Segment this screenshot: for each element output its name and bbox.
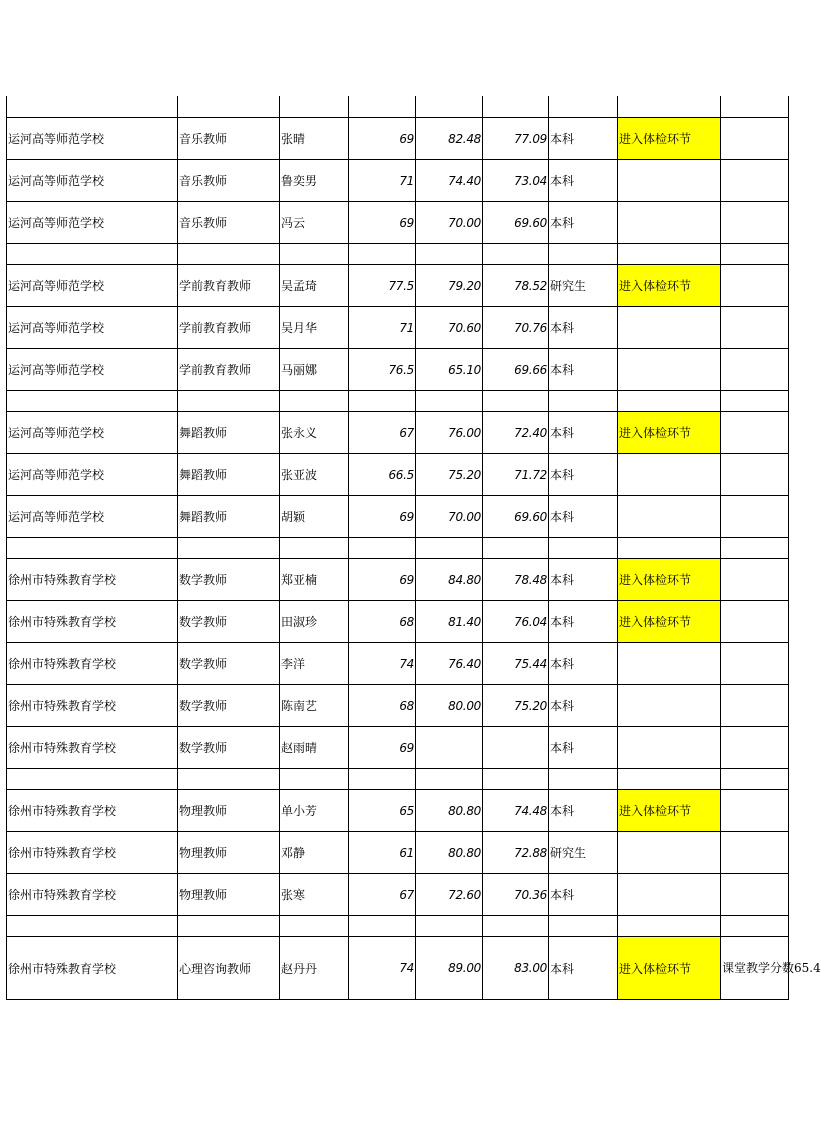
status-cell <box>618 160 721 202</box>
note-cell <box>721 202 789 244</box>
written-score-cell: 69 <box>349 559 416 601</box>
status-cell: 进入体检环节 <box>618 790 721 832</box>
total-score-cell: 71.72 <box>483 454 549 496</box>
school-cell: 运河高等师范学校 <box>7 496 178 538</box>
position-cell: 学前教育教师 <box>178 307 280 349</box>
name-cell: 赵雨晴 <box>280 727 349 769</box>
education-cell: 本科 <box>549 349 618 391</box>
total-score-cell: 78.48 <box>483 559 549 601</box>
written-score-cell: 69 <box>349 496 416 538</box>
status-cell <box>618 349 721 391</box>
interview-score-cell: 70.00 <box>416 496 483 538</box>
school-cell: 运河高等师范学校 <box>7 202 178 244</box>
status-cell: 进入体检环节 <box>618 265 721 307</box>
note-cell <box>721 412 789 454</box>
position-cell: 舞蹈教师 <box>178 454 280 496</box>
total-score-cell <box>483 727 549 769</box>
written-score-cell: 71 <box>349 307 416 349</box>
name-cell: 鲁奕男 <box>280 160 349 202</box>
note-cell <box>721 727 789 769</box>
name-cell: 马丽娜 <box>280 349 349 391</box>
note-cell <box>721 496 789 538</box>
interview-score-cell: 76.40 <box>416 643 483 685</box>
interview-score-cell: 80.80 <box>416 790 483 832</box>
position-cell: 心理咨询教师 <box>178 937 280 1000</box>
status-cell <box>618 454 721 496</box>
name-cell: 单小芳 <box>280 790 349 832</box>
total-score-cell: 76.04 <box>483 601 549 643</box>
position-cell: 数学教师 <box>178 643 280 685</box>
note-cell <box>721 118 789 160</box>
note-cell <box>721 601 789 643</box>
name-cell: 胡颖 <box>280 496 349 538</box>
education-cell: 本科 <box>549 643 618 685</box>
total-score-cell: 74.48 <box>483 790 549 832</box>
name-cell: 吴月华 <box>280 307 349 349</box>
written-score-cell: 61 <box>349 832 416 874</box>
table-row <box>7 307 789 349</box>
separator-row <box>7 244 789 265</box>
written-score-cell: 69 <box>349 202 416 244</box>
education-cell: 本科 <box>549 874 618 916</box>
total-score-cell: 70.76 <box>483 307 549 349</box>
note-cell <box>721 307 789 349</box>
written-score-cell: 68 <box>349 601 416 643</box>
table-row <box>7 412 789 454</box>
name-cell: 邓静 <box>280 832 349 874</box>
school-cell: 徐州市特殊教育学校 <box>7 685 178 727</box>
note-cell: 课堂教学分数65.4 <box>721 937 789 1000</box>
school-cell: 运河高等师范学校 <box>7 118 178 160</box>
written-score-cell: 74 <box>349 643 416 685</box>
name-cell: 陈南艺 <box>280 685 349 727</box>
written-score-cell: 69 <box>349 727 416 769</box>
separator-row <box>7 769 789 790</box>
total-score-cell: 72.88 <box>483 832 549 874</box>
total-score-cell: 69.60 <box>483 496 549 538</box>
interview-score-cell: 70.00 <box>416 202 483 244</box>
written-score-cell: 65 <box>349 790 416 832</box>
status-cell: 进入体检环节 <box>618 412 721 454</box>
interview-score-cell: 89.00 <box>416 937 483 1000</box>
total-score-cell: 78.52 <box>483 265 549 307</box>
table-row <box>7 874 789 916</box>
status-cell: 进入体检环节 <box>618 118 721 160</box>
name-cell: 张晴 <box>280 118 349 160</box>
position-cell: 物理教师 <box>178 832 280 874</box>
status-cell <box>618 202 721 244</box>
school-cell: 徐州市特殊教育学校 <box>7 559 178 601</box>
school-cell: 徐州市特殊教育学校 <box>7 790 178 832</box>
note-cell <box>721 643 789 685</box>
note-cell <box>721 832 789 874</box>
status-cell <box>618 307 721 349</box>
written-score-cell: 66.5 <box>349 454 416 496</box>
table-row <box>7 559 789 601</box>
status-cell: 进入体检环节 <box>618 601 721 643</box>
education-cell: 本科 <box>549 202 618 244</box>
interview-score-cell: 65.10 <box>416 349 483 391</box>
name-cell: 冯云 <box>280 202 349 244</box>
position-cell: 数学教师 <box>178 559 280 601</box>
table-row <box>7 601 789 643</box>
table-row <box>7 790 789 832</box>
position-cell: 舞蹈教师 <box>178 496 280 538</box>
interview-score-cell <box>416 727 483 769</box>
position-cell: 音乐教师 <box>178 160 280 202</box>
table-row <box>7 496 789 538</box>
table-row <box>7 265 789 307</box>
school-cell: 徐州市特殊教育学校 <box>7 874 178 916</box>
position-cell: 舞蹈教师 <box>178 412 280 454</box>
total-score-cell: 73.04 <box>483 160 549 202</box>
education-cell: 本科 <box>549 937 618 1000</box>
education-cell: 研究生 <box>549 832 618 874</box>
note-cell <box>721 559 789 601</box>
total-score-cell: 75.44 <box>483 643 549 685</box>
education-cell: 研究生 <box>549 265 618 307</box>
total-score-cell: 75.20 <box>483 685 549 727</box>
education-cell: 本科 <box>549 790 618 832</box>
interview-score-cell: 74.40 <box>416 160 483 202</box>
education-cell: 本科 <box>549 496 618 538</box>
table-row <box>7 202 789 244</box>
table-row <box>7 118 789 160</box>
note-cell <box>721 454 789 496</box>
total-score-cell: 83.00 <box>483 937 549 1000</box>
position-cell: 数学教师 <box>178 601 280 643</box>
note-cell <box>721 349 789 391</box>
position-cell: 学前教育教师 <box>178 349 280 391</box>
status-cell <box>618 643 721 685</box>
status-cell <box>618 874 721 916</box>
table-row <box>7 937 789 1000</box>
status-cell <box>618 685 721 727</box>
school-cell: 徐州市特殊教育学校 <box>7 937 178 1000</box>
results-table <box>6 96 821 1000</box>
name-cell: 张永义 <box>280 412 349 454</box>
separator-row <box>7 391 789 412</box>
table-body <box>7 96 821 1000</box>
education-cell: 本科 <box>549 160 618 202</box>
total-score-cell: 77.09 <box>483 118 549 160</box>
school-cell: 运河高等师范学校 <box>7 349 178 391</box>
note-cell <box>721 874 789 916</box>
interview-score-cell: 84.80 <box>416 559 483 601</box>
name-cell: 田淑珍 <box>280 601 349 643</box>
table-row <box>7 349 789 391</box>
name-cell: 张亚波 <box>280 454 349 496</box>
table-row <box>7 832 789 874</box>
position-cell: 数学教师 <box>178 727 280 769</box>
total-score-cell: 69.60 <box>483 202 549 244</box>
school-cell: 徐州市特殊教育学校 <box>7 601 178 643</box>
interview-score-cell: 79.20 <box>416 265 483 307</box>
interview-score-cell: 80.00 <box>416 685 483 727</box>
written-score-cell: 67 <box>349 874 416 916</box>
status-cell: 进入体检环节 <box>618 937 721 1000</box>
table-row <box>7 685 789 727</box>
position-cell: 音乐教师 <box>178 202 280 244</box>
school-cell: 徐州市特殊教育学校 <box>7 727 178 769</box>
table-row <box>7 727 789 769</box>
education-cell: 本科 <box>549 118 618 160</box>
note-cell <box>721 160 789 202</box>
written-score-cell: 69 <box>349 118 416 160</box>
name-cell: 吴孟琦 <box>280 265 349 307</box>
school-cell: 运河高等师范学校 <box>7 160 178 202</box>
education-cell: 本科 <box>549 685 618 727</box>
name-cell: 李洋 <box>280 643 349 685</box>
table-row <box>7 643 789 685</box>
education-cell: 本科 <box>549 454 618 496</box>
education-cell: 本科 <box>549 727 618 769</box>
name-cell: 张寒 <box>280 874 349 916</box>
name-cell: 赵丹丹 <box>280 937 349 1000</box>
school-cell: 运河高等师范学校 <box>7 265 178 307</box>
school-cell: 运河高等师范学校 <box>7 307 178 349</box>
table-row <box>7 160 789 202</box>
partial-top-row <box>7 96 789 118</box>
interview-score-cell: 76.00 <box>416 412 483 454</box>
education-cell: 本科 <box>549 307 618 349</box>
interview-score-cell: 75.20 <box>416 454 483 496</box>
total-score-cell: 72.40 <box>483 412 549 454</box>
status-cell <box>618 832 721 874</box>
interview-score-cell: 72.60 <box>416 874 483 916</box>
total-score-cell: 70.36 <box>483 874 549 916</box>
written-score-cell: 77.5 <box>349 265 416 307</box>
written-score-cell: 67 <box>349 412 416 454</box>
school-cell: 徐州市特殊教育学校 <box>7 643 178 685</box>
interview-score-cell: 81.40 <box>416 601 483 643</box>
note-cell <box>721 790 789 832</box>
separator-row <box>7 538 789 559</box>
education-cell: 本科 <box>549 412 618 454</box>
note-cell <box>721 685 789 727</box>
status-cell <box>618 496 721 538</box>
separator-row <box>7 916 789 937</box>
status-cell <box>618 727 721 769</box>
written-score-cell: 68 <box>349 685 416 727</box>
table-row <box>7 454 789 496</box>
written-score-cell: 71 <box>349 160 416 202</box>
school-cell: 徐州市特殊教育学校 <box>7 832 178 874</box>
interview-score-cell: 70.60 <box>416 307 483 349</box>
note-cell <box>721 265 789 307</box>
school-cell: 运河高等师范学校 <box>7 412 178 454</box>
written-score-cell: 74 <box>349 937 416 1000</box>
position-cell: 学前教育教师 <box>178 265 280 307</box>
position-cell: 数学教师 <box>178 685 280 727</box>
written-score-cell: 76.5 <box>349 349 416 391</box>
position-cell: 物理教师 <box>178 874 280 916</box>
total-score-cell: 69.66 <box>483 349 549 391</box>
position-cell: 物理教师 <box>178 790 280 832</box>
position-cell: 音乐教师 <box>178 118 280 160</box>
interview-score-cell: 80.80 <box>416 832 483 874</box>
education-cell: 本科 <box>549 601 618 643</box>
name-cell: 郑亚楠 <box>280 559 349 601</box>
interview-score-cell: 82.48 <box>416 118 483 160</box>
school-cell: 运河高等师范学校 <box>7 454 178 496</box>
status-cell: 进入体检环节 <box>618 559 721 601</box>
education-cell: 本科 <box>549 559 618 601</box>
